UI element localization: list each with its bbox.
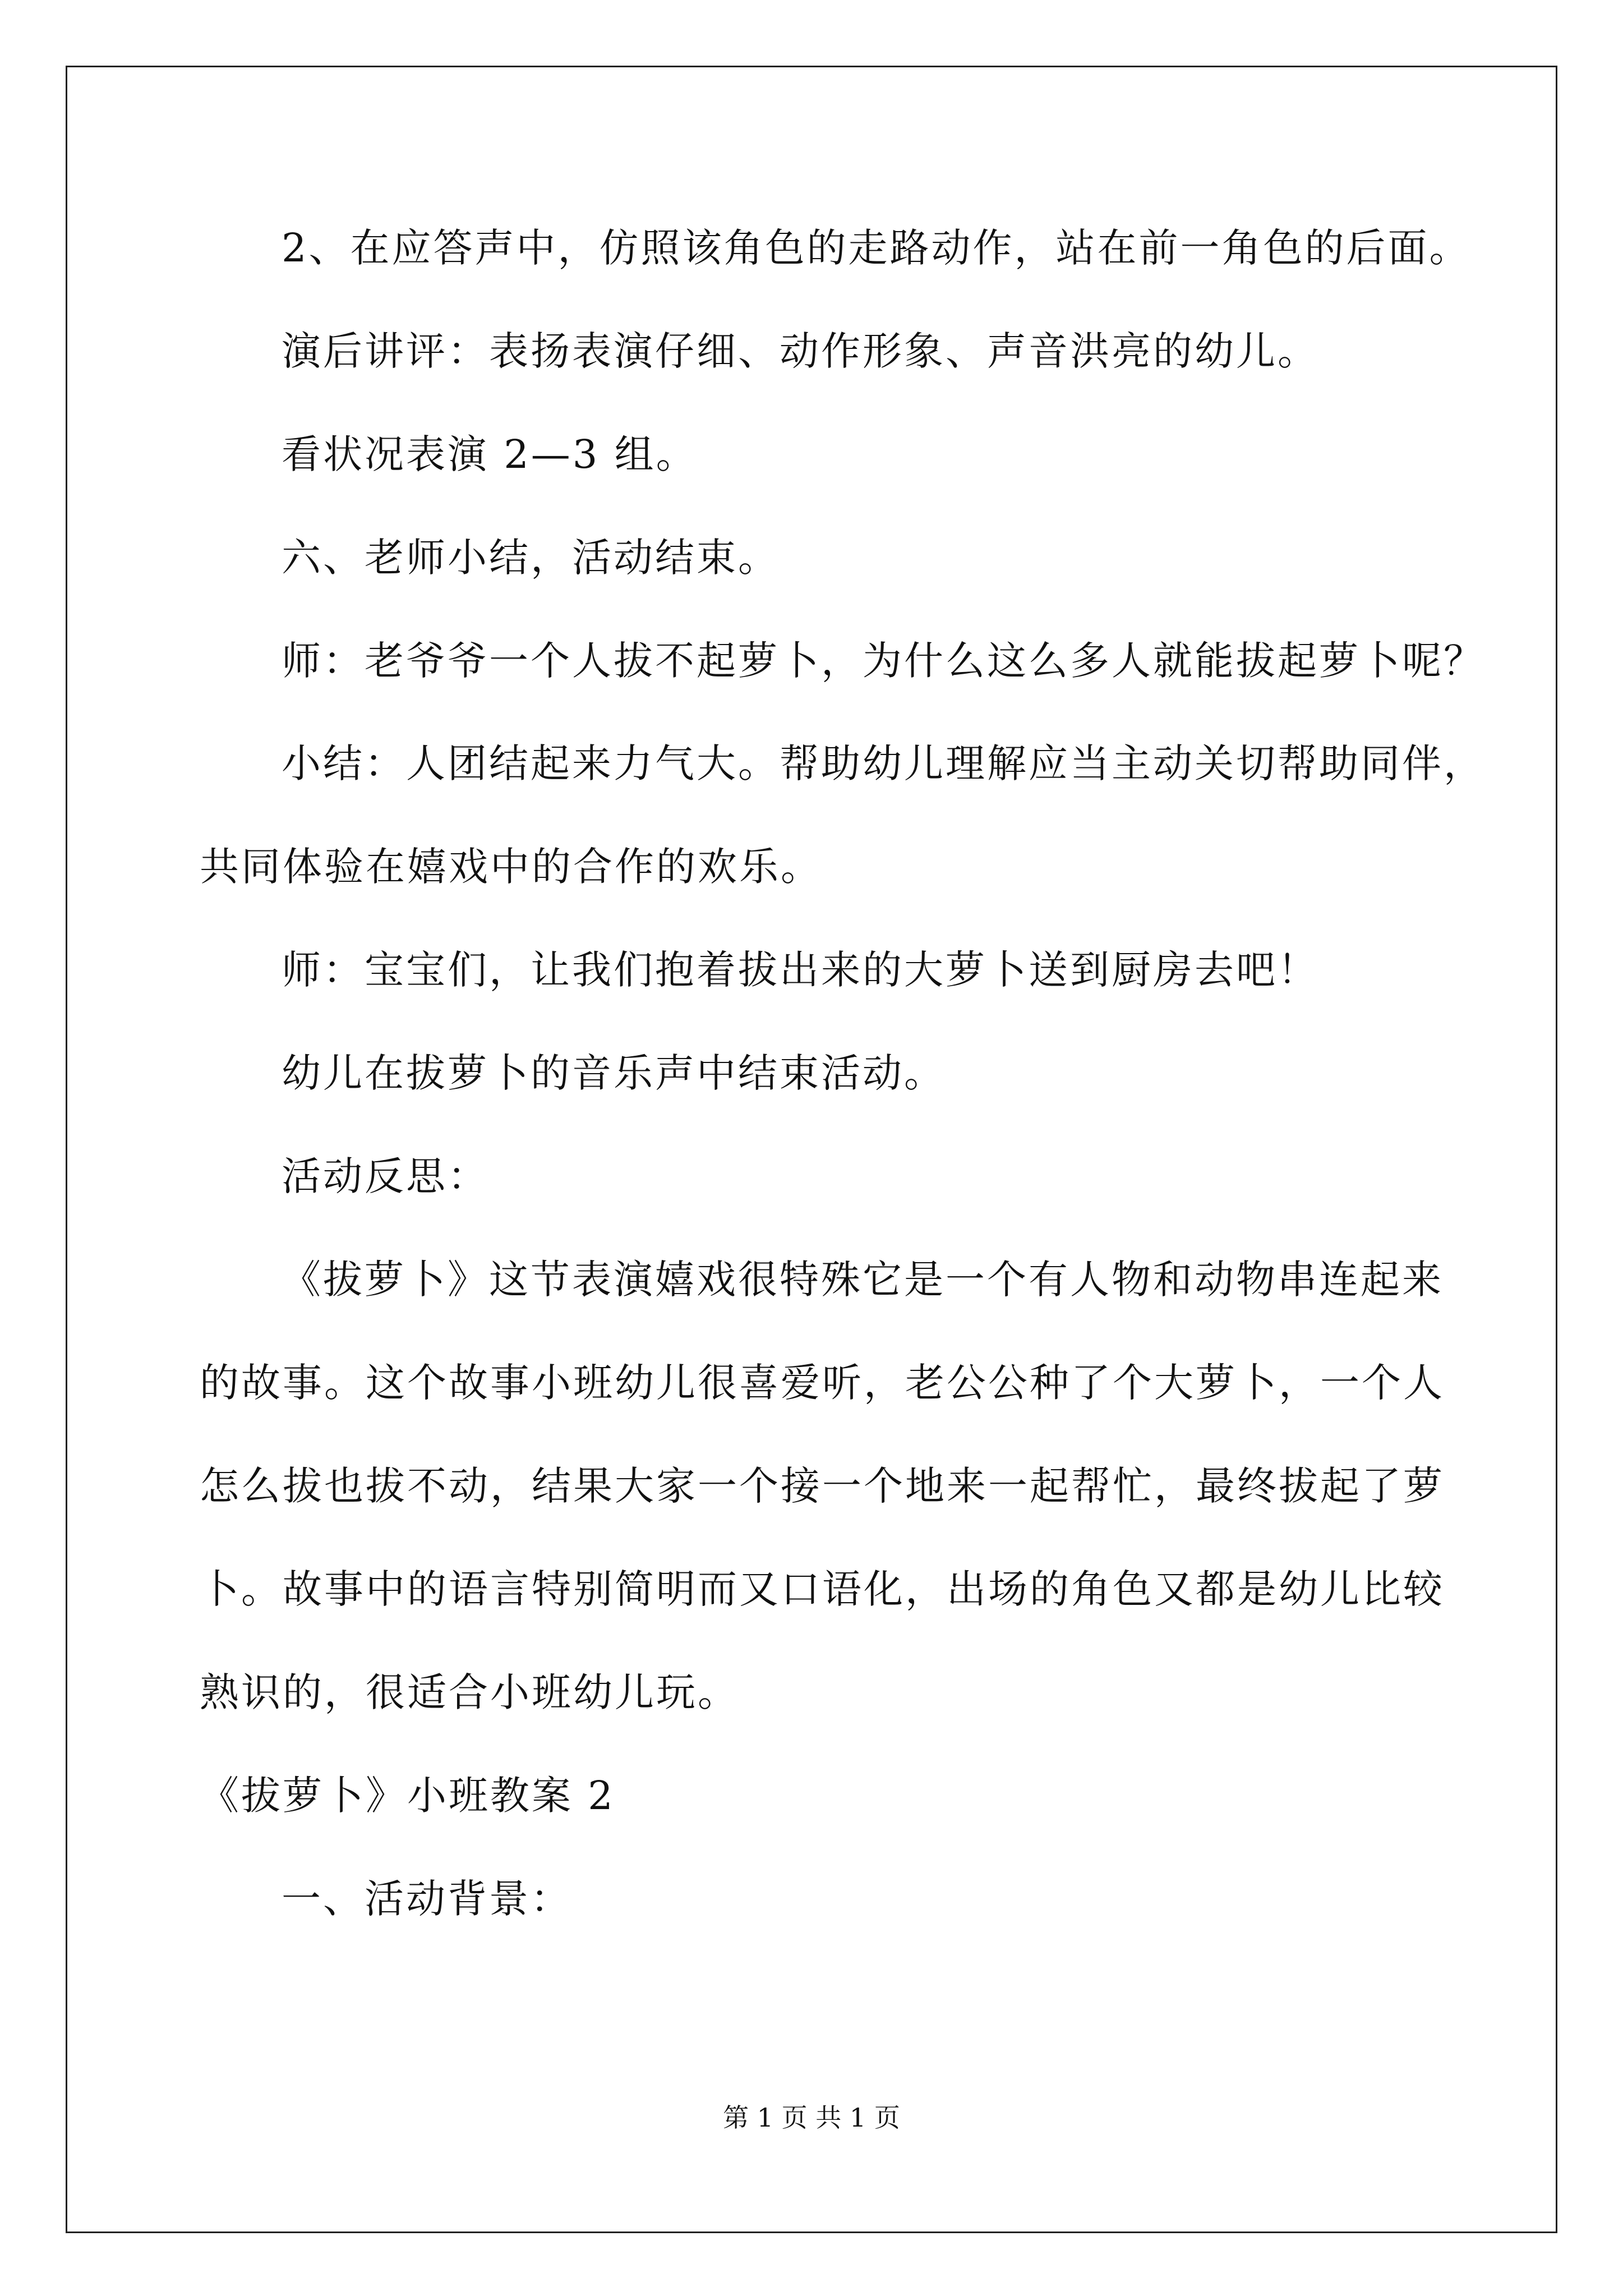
paragraph-line: 2、在应答声中，仿照该角色的走路动作，站在前一角色的后面。 <box>282 225 1471 271</box>
paragraph-line: 演后讲评：表扬表演仔细、动作形象、声音洪亮的幼儿。 <box>282 328 1319 374</box>
paragraph-line: 师：宝宝们，让我们抱着拔出来的大萝卜送到厨房去吧！ <box>282 947 1319 993</box>
paragraph-line: 怎么拔也拔不动，结果大家一个接一个地来一起帮忙，最终拔起了萝 <box>200 1463 1445 1509</box>
paragraph-line: 师：老爷爷一个人拔不起萝卜，为什么这么多人就能拔起萝卜呢？ <box>282 638 1485 684</box>
page-footer: 第 1 页 共 1 页 <box>723 2102 900 2133</box>
paragraph-line: 卜。故事中的语言特别简明而又口语化，出场的角色又都是幼儿比较 <box>200 1566 1445 1612</box>
section-heading: 活动反思： <box>282 1153 489 1199</box>
paragraph-line: 幼儿在拔萝卜的音乐声中结束活动。 <box>282 1050 946 1096</box>
paragraph-line: 看状况表演 2—3 组。 <box>282 431 698 477</box>
paragraph-line: 熟识的，很适合小班幼儿玩。 <box>200 1669 739 1715</box>
document-title: 《拔萝卜》小班教案 2 <box>200 1773 615 1819</box>
paragraph-line: 共同体验在嬉戏中的合作的欢乐。 <box>200 844 822 890</box>
paragraph-line: 《拔萝卜》这节表演嬉戏很特殊它是一个有人物和动物串连起来 <box>282 1257 1444 1303</box>
section-heading: 一、活动背景： <box>282 1876 572 1922</box>
paragraph-line: 小结：人团结起来力气大。帮助幼儿理解应当主动关切帮助同伴， <box>282 740 1485 786</box>
section-heading: 六、老师小结，活动结束。 <box>282 535 780 581</box>
paragraph-line: 的故事。这个故事小班幼儿很喜爱听，老公公种了个大萝卜，一个人 <box>200 1360 1445 1406</box>
